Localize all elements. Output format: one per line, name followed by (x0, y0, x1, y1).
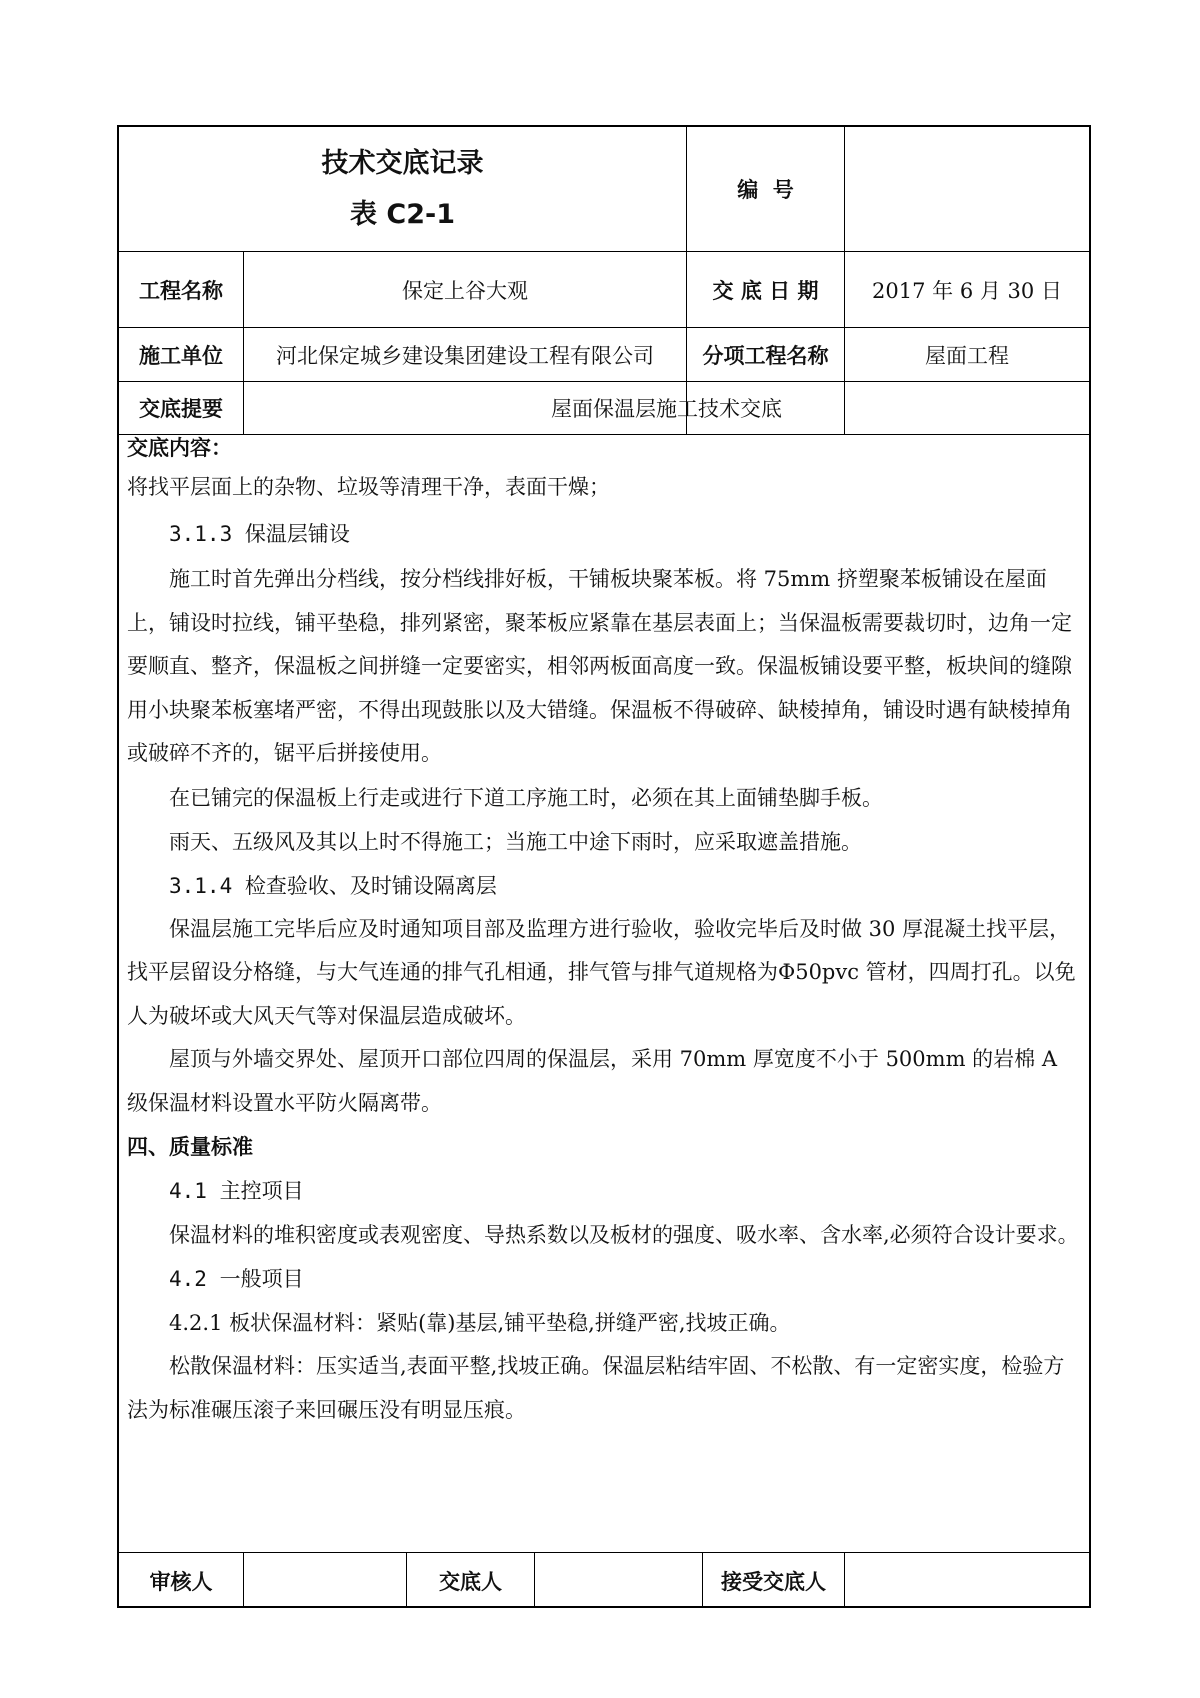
reviewer-value (244, 1553, 406, 1608)
content-paragraph: 在已铺完的保温板上行走或进行下道工序施工时，必须在其上面铺垫脚手板。 (169, 785, 883, 810)
summary-value: 屋面保温层施工技术交底 (551, 397, 782, 421)
section-4-2-1: 4.2.1 板状保温材料：紧贴(靠)基层,铺平垫稳,拼缝严密,找坡正确。 (169, 1311, 791, 1335)
presenter-label: 交底人 (439, 1569, 502, 1594)
project-name-label: 工程名称 (139, 278, 223, 303)
form-title-line1: 技术交底记录 (321, 148, 484, 179)
content-paragraph: 保温层施工完毕后应及时通知项目部及监理方进行验收，验收完毕后及时做 30 厚混凝土找平层，找平层留设分格缝，与大气连通的排气孔相通，排气管与排气道规格为Φ50pvc 管材，四周打孔。以免人为破坏或大风天气等对保温层造成破坏。 (127, 916, 1076, 1028)
content-paragraph: 雨天、五级风及其以上时不得施工；当施工中途下雨时，应采取遮盖措施。 (169, 829, 862, 854)
briefing-content (127, 432, 1082, 1432)
number-value (845, 127, 1089, 251)
content-paragraph: 屋顶与外墙交界处、屋顶开口部位四周的保温层，采用 70mm 厚宽度不小于 500mm 的岩棉 A 级保温材料设置水平防火隔离带。 (127, 1047, 1057, 1115)
presenter-value (535, 1553, 702, 1608)
construction-unit-label: 施工单位 (139, 343, 223, 368)
section-3-1-3: 3.1.3 保温层铺设 (169, 522, 350, 546)
briefing-date-label: 交 底 日 期 (712, 278, 819, 303)
summary-label: 交底提要 (139, 397, 223, 421)
briefing-date-value: 2017 年 6 月 30 日 (872, 278, 1062, 303)
section-4-2: 4.2 一般项目 (169, 1267, 304, 1291)
receiver-label: 接受交底人 (721, 1569, 826, 1594)
number-label: 编 号 (737, 178, 794, 202)
sub-project-value: 屋面工程 (925, 343, 1009, 368)
content-paragraph: 松散保温材料：压实适当,表面平整,找坡正确。保温层粘结牢固、不松散、有一定密实度，检验方法为标准碾压滚子来回碾压没有明显压痕。 (127, 1354, 1065, 1422)
project-name-value: 保定上谷大观 (402, 278, 528, 303)
section-4-1: 4.1 主控项目 (169, 1179, 304, 1203)
receiver-value (845, 1553, 1089, 1608)
form-title (119, 127, 686, 251)
reviewer-label: 审核人 (149, 1569, 213, 1594)
content-heading: 交底内容： (127, 436, 232, 460)
content-paragraph: 将找平层面上的杂物、垃圾等清理干净，表面干燥； (127, 475, 610, 499)
section-3-1-4: 3.1.4 检查验收、及时铺设隔离层 (169, 873, 497, 898)
form-title-line2: 表 C2-1 (350, 199, 455, 230)
content-paragraph: 施工时首先弹出分档线，按分档线排好板，干铺板块聚苯板。将 75mm 挤塑聚苯板铺设在屋面上，铺设时拉线，铺平垫稳，排列紧密，聚苯板应紧靠在基层表面上；当保温板需要裁切时，边角一定要顺直、整齐，保温板之间拼缝一定要密实，相邻两板面高度一致。保温板铺设要平整，板块间的缝隙用小块聚苯板塞堵严密，不得出现鼓胀以及大错缝。保温板不得破碎、缺棱掉角，铺设时遇有缺棱掉角或破碎不齐的，锯平后拼接使用。 (127, 567, 1072, 765)
construction-unit-value: 河北保定城乡建设集团建设工程有限公司 (276, 343, 654, 368)
sub-project-label: 分项工程名称 (702, 343, 829, 368)
section-4-heading: 四、质量标准 (127, 1135, 253, 1159)
content-paragraph: 保温材料的堆积密度或表观密度、导热系数以及板材的强度、吸水率、含水率,必须符合设计要求。 (169, 1223, 1079, 1247)
